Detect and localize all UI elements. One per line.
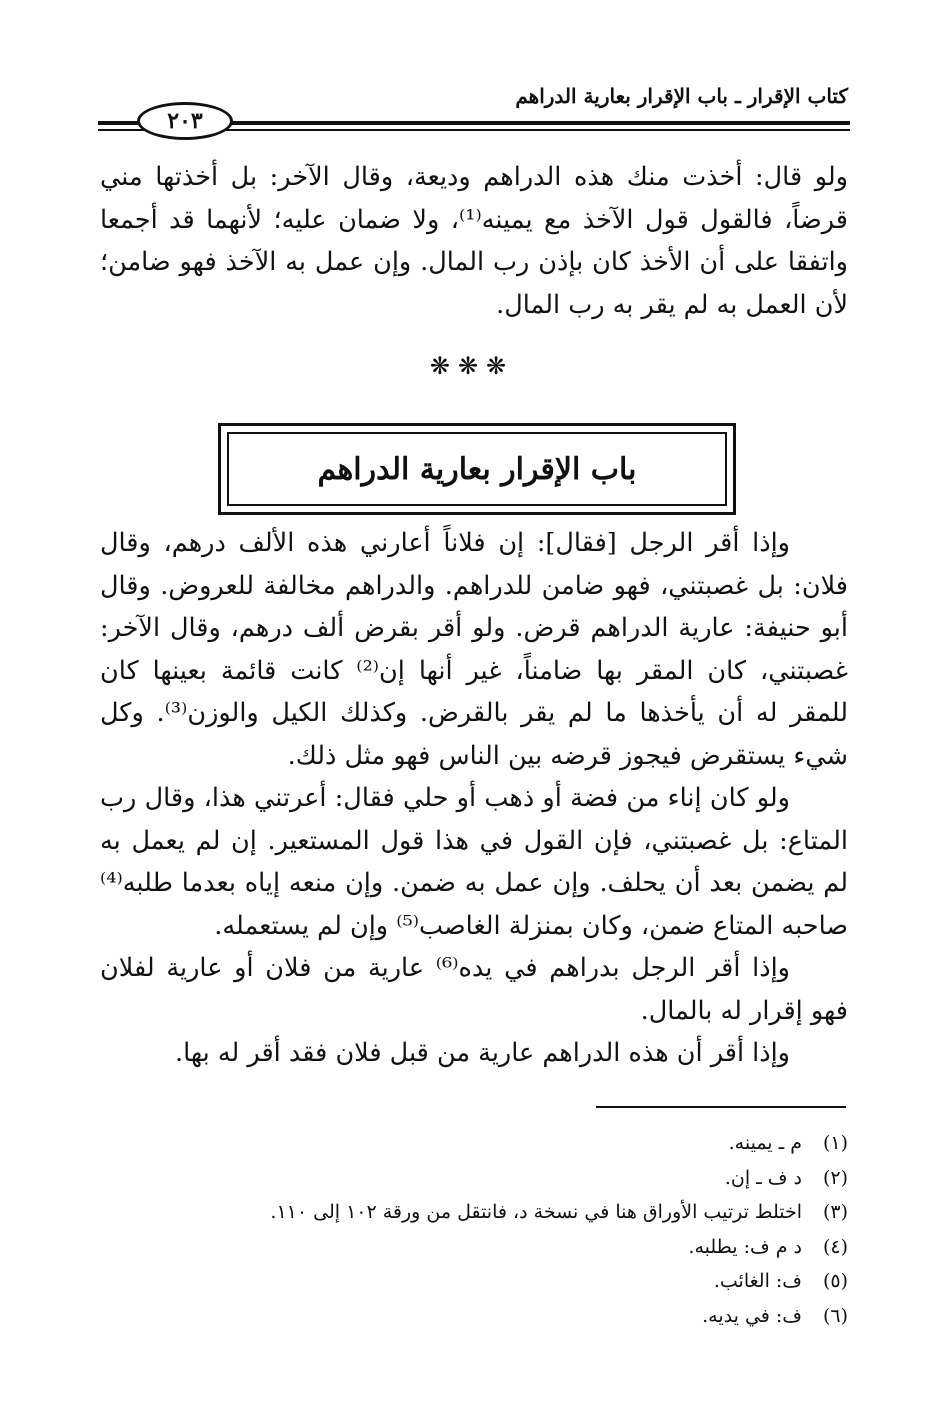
paragraph: ولو قال: أخذت منك هذه الدراهم وديعة، وقال الآخر: بل أخذتها مني قرضاً، فالقول قول الآخذ مع يمينه⁽¹⁾، ولا ضمان عليه؛ لأنهما قد أجمعا واتفقا على أن الأخذ كان بإذن رب المال. وإن عمل به الآخذ فهو ضامن؛ لأن العمل به لم يقر به رب المال. — [100, 162, 848, 320]
footnote-item — [88, 1195, 848, 1230]
footnote-item — [88, 1126, 848, 1161]
top-text-block — [100, 156, 848, 326]
paragraph: وإذا أقر أن هذه الدراهم عارية من قبل فلان فقد أقر له بها. — [175, 1038, 790, 1068]
footnote-text: م ـ يمينه. — [728, 1132, 802, 1154]
footnote-item — [88, 1299, 848, 1334]
running-title: كتاب الإقرار ـ باب الإقرار بعارية الدراهم — [515, 84, 848, 108]
section-separator: ❋❋❋ — [429, 352, 515, 380]
footnote-item — [88, 1161, 848, 1196]
footnote-text: د م ف: يطلبه. — [688, 1235, 802, 1258]
footnote-text: ف: الغائب. — [713, 1270, 802, 1292]
chapter-title-inner-frame — [227, 432, 727, 506]
footnotes — [88, 1126, 848, 1333]
footnote-text: د ف ـ إن. — [724, 1166, 802, 1189]
main-text-block — [100, 522, 848, 1075]
paragraph: وإذا أقر الرجل [فقال]: إن فلاناً أعارني هذه الألف درهم، وقال فلان: بل غصبتني، فهو ضامن للدراهم. والدراهم مخالفة للعروض. وقال أبو حنيفة: عارية الدراهم قرض. ولو أقر بقرض ألف درهم، وقال الآخر: غصبتني، كان المقر بها ضامناً، غير أنها إن⁽²⁾ كانت قائمة بعينها كان للمقر له أن يأخذها ما لم يقر بالقرض. وكذلك الكيل والوزن⁽³⁾. وكل شيء يستقرض فيجوز قرضه بين الناس فهو مثل ذلك. — [100, 528, 848, 771]
footnote-item — [88, 1264, 848, 1299]
chapter-title: باب الإقرار بعارية الدراهم — [317, 451, 637, 487]
footnote-number: (٤) — [822, 1235, 848, 1258]
footnote-text: ف: في يديه. — [702, 1304, 802, 1327]
chapter-title-frame — [218, 423, 736, 515]
footnote-number: (٦) — [822, 1304, 848, 1327]
footnote-rule — [596, 1106, 846, 1108]
page-number: ٢٠٣ — [137, 102, 233, 140]
footnote-number: (٥) — [822, 1270, 848, 1292]
footnote-text: اختلط ترتيب الأوراق هنا في نسخة د، فانتقل من ورقة ١٠٢ إلى ١١٠. — [270, 1201, 802, 1223]
paragraph: ولو كان إناء من فضة أو ذهب أو حلي فقال: أعرتني هذا، وقال رب المتاع: بل غصبتني، فإن القول في هذا قول المستعير. إن لم يعمل به لم يضمن بعد أن يحلف. وإن عمل به ضمن. وإن منعه إياه بعدما طلبه⁽⁴⁾ صاحبه المتاع ضمن، وكان بمنزلة الغاصب⁽⁵⁾ وإن لم يستعمله. — [100, 783, 848, 941]
footnote-number: (٢) — [822, 1166, 848, 1189]
footnote-number: (٣) — [822, 1201, 848, 1223]
footnote-number: (١) — [822, 1132, 848, 1154]
footnote-item — [88, 1230, 848, 1265]
paragraph: وإذا أقر الرجل بدراهم في يده⁽⁶⁾ عارية من فلان أو عارية لفلان فهو إقرار له بالمال. — [100, 953, 848, 1026]
